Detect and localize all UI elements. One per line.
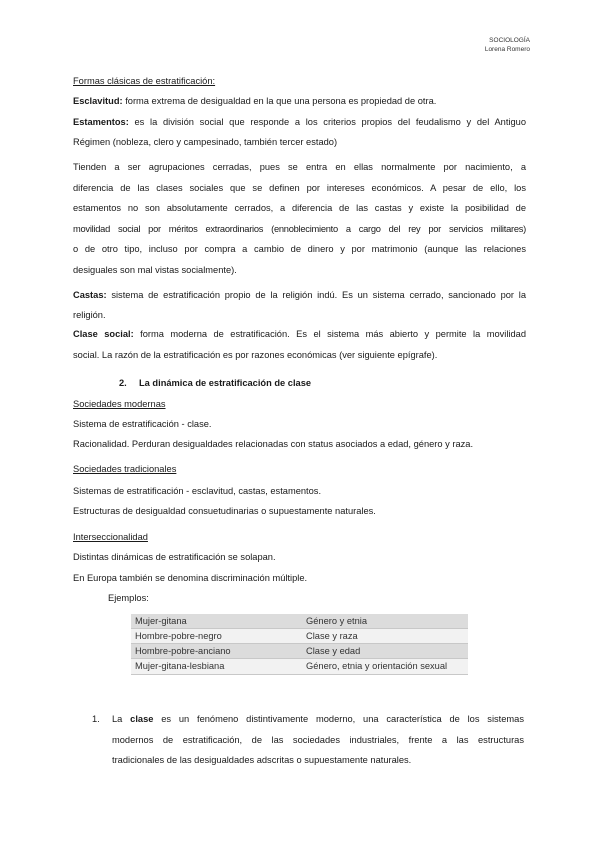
modernas-line-2: Racionalidad. Perduran desigualdades relacionadas con status asociados a edad, género y raza. <box>73 439 474 449</box>
castas-term: Castas: <box>73 290 107 300</box>
modernas-title: Sociedades modernas <box>73 399 166 409</box>
point-1-pre: La <box>112 714 131 724</box>
paragraph-line: desiguales son mal vistas socialmente). <box>73 265 237 275</box>
clase-def-1: forma moderna de estratificación. Es el sistema más abierto y permite la movilidad <box>133 329 527 339</box>
table-cell: Mujer-gitana <box>131 614 302 629</box>
clase-line-2: social. La razón de la estratificación es por razones económicas (ver siguiente epígrafe). <box>73 350 438 360</box>
table-row <box>131 644 468 659</box>
table-cell: Género y etnia <box>302 614 468 629</box>
estamentos-def-1: es la división social que responde a los criterios propios del feudalismo y del Antiguo <box>128 117 526 127</box>
section-2-heading <box>119 378 311 388</box>
table-cell: Clase y edad <box>302 644 468 659</box>
section-2-title: La dinámica de estratificación de clase <box>139 378 312 388</box>
estamentos-line-1 <box>73 116 526 128</box>
esclavitud-def: forma extrema de desigualdad en la que una persona es propiedad de otra. <box>122 96 437 106</box>
point-1-post: es un fenómeno distintivamente moderno, una característica de los sistemas <box>153 714 524 724</box>
point-1-term: clase <box>130 714 154 724</box>
paragraph-line: movilidad social por méritos extraordinarios (ennoblecimiento a cargo del rey por servicios militares) <box>73 224 526 234</box>
header-subject: SOCIOLOGÍA <box>489 37 530 44</box>
tradicionales-line-1: Sistemas de estratificación - esclavitud, castas, estamentos. <box>73 486 322 496</box>
table-cell: Hombre-pobre-anciano <box>131 644 302 659</box>
table-row <box>131 659 468 675</box>
paragraph-line: diferencia de las clases sociales que se definen por intereses económicos. A pesar de ello, los <box>73 183 526 193</box>
point-1-text-1 <box>112 713 524 725</box>
interseccionalidad-title: Interseccionalidad <box>73 532 148 542</box>
clase-line-1 <box>73 328 526 340</box>
section-2-number: 2. <box>119 378 127 388</box>
formas-title: Formas clásicas de estratificación: <box>73 76 216 86</box>
clase-term: Clase social: <box>73 329 134 339</box>
table-cell: Hombre-pobre-negro <box>131 629 302 644</box>
examples-table <box>131 614 468 675</box>
interseccionalidad-line-2: En Europa también se denomina discriminación múltiple. <box>73 573 308 583</box>
point-1-line-1 <box>92 713 524 725</box>
point-1-line-3: tradicionales de las desigualdades adscritas o supuestamente naturales. <box>112 755 412 765</box>
tradicionales-title: Sociedades tradicionales <box>73 464 177 474</box>
point-1-line-2: modernos de estratificación, de las sociedades industriales, frente a las estructuras <box>112 735 524 745</box>
paragraph-line: estamentos no son absolutamente cerrados, a diferencia de las castas y existe la posibilidad de <box>73 203 526 213</box>
esclavitud-line <box>73 95 436 107</box>
table-cell: Mujer-gitana-lesbiana <box>131 659 302 675</box>
castas-line-1 <box>73 289 526 301</box>
castas-line-2: religión. <box>73 310 106 320</box>
estamentos-line-2: Régimen (nobleza, clero y campesinado, también tercer estado) <box>73 137 338 147</box>
interseccionalidad-line-1: Distintas dinámicas de estratificación se solapan. <box>73 552 276 562</box>
tradicionales-line-2: Estructuras de desigualdad consuetudinarias o supuestamente naturales. <box>73 506 376 516</box>
page-header <box>485 36 530 54</box>
header-author: Lorena Romero <box>484 46 530 53</box>
esclavitud-term: Esclavitud: <box>73 96 123 106</box>
ejemplos-label: Ejemplos: <box>108 593 149 603</box>
estamentos-term: Estamentos: <box>73 117 129 127</box>
table-row <box>131 614 468 629</box>
castas-def-1: sistema de estratificación propio de la religión indú. Es un sistema cerrado, sancionado por la <box>106 290 526 300</box>
paragraph-line: o de otro tipo, incluso por compra a cambio de dinero y por matrimonio (aunque las relaciones <box>73 244 526 254</box>
point-1-number: 1. <box>92 714 100 724</box>
table-row <box>131 629 468 644</box>
table-cell: Género, etnia y orientación sexual <box>302 659 468 675</box>
paragraph-line: Tienden a ser agrupaciones cerradas, pues se entra en ellas normalmente por nacimiento, a <box>73 162 526 172</box>
modernas-line-1: Sistema de estratificación - clase. <box>73 419 212 429</box>
table-cell: Clase y raza <box>302 629 468 644</box>
